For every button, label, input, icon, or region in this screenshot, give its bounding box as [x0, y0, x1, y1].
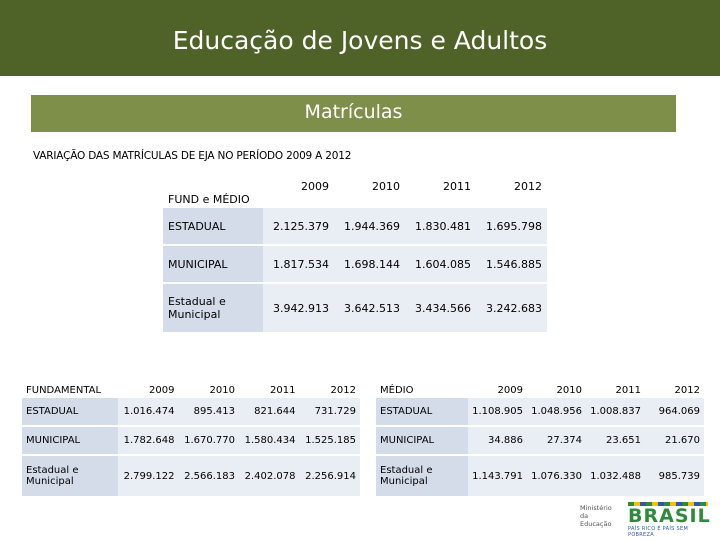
table-cell: 2.566.183 [179, 454, 240, 496]
row-label: ESTADUAL [163, 206, 263, 244]
corner-label: FUND e MÉDIO [163, 170, 263, 206]
row-label: Estadual e Municipal [376, 454, 468, 496]
table-cell: 1.670.770 [179, 425, 240, 454]
table-cell: 3.642.513 [334, 282, 405, 332]
row-label: MUNICIPAL [22, 425, 118, 454]
corner-label: FUNDAMENTAL [22, 362, 118, 396]
row-label: MUNICIPAL [376, 425, 468, 454]
total-table [163, 170, 547, 332]
table-cell: 2.799.122 [118, 454, 179, 496]
page-title: Educação de Jovens e Adultos [172, 26, 548, 55]
row-label: Estadual e Municipal [163, 282, 263, 332]
table-cell: 3.242.683 [476, 282, 547, 332]
table-cell: 1.143.791 [468, 454, 527, 496]
table-cell: 1.076.330 [527, 454, 586, 496]
fundamental-table [22, 362, 360, 496]
table-cell: 1.695.798 [476, 206, 547, 244]
table-cell: 1.817.534 [263, 244, 334, 282]
row-label: ESTADUAL [22, 396, 118, 425]
table-cell: 1.108.905 [468, 396, 527, 425]
table-cell: 1.008.837 [586, 396, 645, 425]
table-row [376, 454, 704, 496]
year-header: 2009 [468, 362, 527, 396]
brasil-logo [628, 502, 711, 538]
table-cell: 1.944.369 [334, 206, 405, 244]
brasil-logo-slogan: PAÍS RICO É PAÍS SEM POBREZA [628, 526, 689, 538]
brasil-logo-word: BRASIL [628, 505, 711, 527]
year-header: 2009 [263, 170, 334, 206]
year-header: 2012 [300, 362, 361, 396]
table-cell: 895.413 [179, 396, 240, 425]
row-label: ESTADUAL [376, 396, 468, 425]
table-row [22, 425, 360, 454]
table-cell: 1.546.885 [476, 244, 547, 282]
medio-table [376, 362, 704, 496]
title-band [0, 0, 720, 76]
table-cell: 1.525.185 [300, 425, 361, 454]
table-cell: 1.580.434 [239, 425, 300, 454]
table-caption: VARIAÇÃO DAS MATRÍCULAS DE EJA NO PERÍODO 2009 A 2012 [33, 150, 352, 162]
table-cell: 27.374 [527, 425, 586, 454]
year-header: 2011 [586, 362, 645, 396]
corner-label: MÉDIO [376, 362, 468, 396]
year-header: 2010 [179, 362, 240, 396]
table-row [376, 396, 704, 425]
table-cell: 34.886 [468, 425, 527, 454]
row-label: Estadual e Municipal [22, 454, 118, 496]
table-row [163, 244, 547, 282]
year-header: 2012 [645, 362, 704, 396]
table-cell: 1.782.648 [118, 425, 179, 454]
table-cell: 3.942.913 [263, 282, 334, 332]
table-row [22, 396, 360, 425]
year-header: 2011 [405, 170, 476, 206]
row-label: MUNICIPAL [163, 244, 263, 282]
year-header: 2012 [476, 170, 547, 206]
table-header-row [376, 362, 704, 396]
ministerio-logo-line: Ministério da [580, 504, 612, 520]
table-row [376, 425, 704, 454]
table-header-row [163, 170, 547, 206]
table-cell: 1.698.144 [334, 244, 405, 282]
table-cell: 964.069 [645, 396, 704, 425]
table-cell: 3.434.566 [405, 282, 476, 332]
table-cell: 1.604.085 [405, 244, 476, 282]
table-cell: 985.739 [645, 454, 704, 496]
table-cell: 1.016.474 [118, 396, 179, 425]
table-row [163, 282, 547, 332]
table-cell: 1.032.488 [586, 454, 645, 496]
table-row [22, 454, 360, 496]
year-header: 2010 [334, 170, 405, 206]
subtitle-bar [31, 95, 676, 132]
table-cell: 2.402.078 [239, 454, 300, 496]
year-header: 2009 [118, 362, 179, 396]
ministerio-logo [580, 504, 620, 528]
table-cell: 21.670 [645, 425, 704, 454]
year-header: 2010 [527, 362, 586, 396]
table-cell: 821.644 [239, 396, 300, 425]
table-cell: 1.048.956 [527, 396, 586, 425]
table-cell: 1.830.481 [405, 206, 476, 244]
table-cell: 731.729 [300, 396, 361, 425]
table-row [163, 206, 547, 244]
section-subtitle: Matrículas [304, 101, 403, 123]
table-cell: 23.651 [586, 425, 645, 454]
ministerio-logo-line: Educação [580, 520, 612, 528]
year-header: 2011 [239, 362, 300, 396]
table-header-row [22, 362, 360, 396]
table-cell: 2.125.379 [263, 206, 334, 244]
table-cell: 2.256.914 [300, 454, 361, 496]
